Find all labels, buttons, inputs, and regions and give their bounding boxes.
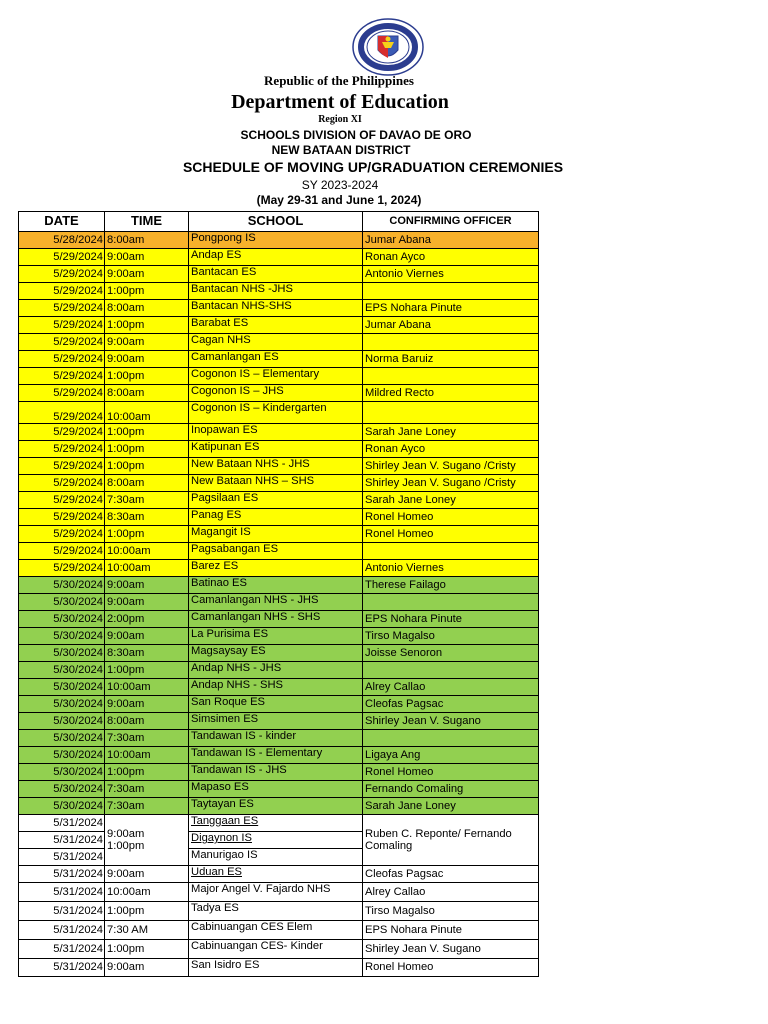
schedule-title: SCHEDULE OF MOVING UP/GRADUATION CEREMONIES [182,159,564,175]
time-cell: 8:30am [105,509,189,526]
school-cell: San Roque ES [189,696,363,713]
time-cell: 7:30am [105,730,189,747]
table-row [19,883,539,902]
table-row [19,662,539,679]
time-cell: 8:00am [105,300,189,317]
date-cell: 5/31/2024 [19,832,105,849]
school-cell: Pagsabangan ES [189,543,363,560]
table-row [19,764,539,781]
deped-seal-logo [351,18,425,76]
table-row [19,747,539,764]
date-cell: 5/29/2024 [19,266,105,283]
date-cell: 5/29/2024 [19,458,105,475]
officer-cell: Joisse Senoron [363,645,539,662]
time-cell: 9:00am [105,594,189,611]
officer-cell: Tirso Magalso [363,902,539,921]
school-cell: Bantacan NHS -JHS [189,283,363,300]
officer-cell: Sarah Jane Loney [363,798,539,815]
school-cell: Andap ES [189,249,363,266]
table-row [19,385,539,402]
school-cell: Andap NHS - JHS [189,662,363,679]
officer-cell: Shirley Jean V. Sugano /Cristy [363,458,539,475]
school-year: SY 2023-2024 [301,178,379,192]
date-cell: 5/30/2024 [19,577,105,594]
officer-cell: Sarah Jane Loney [363,424,539,441]
date-cell: 5/31/2024 [19,883,105,902]
table-row [19,475,539,492]
table-row [19,492,539,509]
table-row [19,526,539,543]
table-row [19,696,539,713]
time-cell: 7:30am [105,781,189,798]
officer-cell: Ronel Homeo [363,764,539,781]
officer-cell: Ruben C. Reponte/ Fernando Comaling [363,815,539,866]
school-cell: La Purisima ES [189,628,363,645]
school-cell: Panag ES [189,509,363,526]
time-cell: 10:00am [105,883,189,902]
date-cell: 5/30/2024 [19,747,105,764]
school-cell: Tandawan IS - Elementary [189,747,363,764]
date-cell: 5/30/2024 [19,645,105,662]
officer-cell: Alrey Callao [363,883,539,902]
school-cell: Taytayan ES [189,798,363,815]
schedule-table [18,211,539,977]
date-cell: 5/31/2024 [19,921,105,940]
table-row [19,424,539,441]
table-row [19,509,539,526]
time-cell: 10:00am [105,679,189,696]
time-cell: 1:00pm [105,424,189,441]
school-cell: Cagan NHS [189,334,363,351]
division-label: SCHOOLS DIVISION OF DAVAO DE ORO [240,128,472,142]
col-header-school: SCHOOL [189,212,363,232]
officer-cell: Ronel Homeo [363,509,539,526]
school-cell: New Bataan NHS - JHS [189,458,363,475]
date-cell: 5/29/2024 [19,492,105,509]
department-title: Department of Education [231,91,449,113]
col-header-time: TIME [105,212,189,232]
officer-cell: Norma Baruiz [363,351,539,368]
date-cell: 5/30/2024 [19,679,105,696]
date-cell: 5/29/2024 [19,441,105,458]
date-cell: 5/30/2024 [19,730,105,747]
officer-cell: Jumar Abana [363,317,539,334]
table-row [19,334,539,351]
region-label: Region XI [318,114,362,125]
time-cell: 2:00pm [105,611,189,628]
table-row [19,594,539,611]
school-cell: Digaynon IS [189,832,363,849]
date-cell: 5/29/2024 [19,509,105,526]
time-cell: 9:00am [105,959,189,977]
table-row [19,815,539,832]
table-row [19,249,539,266]
school-cell: Camanlangan ES [189,351,363,368]
time-cell: 9:00am [105,696,189,713]
table-row [19,798,539,815]
date-cell: 5/29/2024 [19,334,105,351]
col-header-officer: CONFIRMING OFFICER [363,212,539,232]
school-cell: New Bataan NHS – SHS [189,475,363,492]
date-cell: 5/29/2024 [19,475,105,492]
officer-cell: EPS Nohara Pinute [363,921,539,940]
school-cell: Cabinuangan CES- Kinder [189,940,363,959]
table-row [19,781,539,798]
table-row [19,730,539,747]
time-cell: 1:00pm [105,764,189,781]
table-row [19,441,539,458]
time-cell: 1:00pm [105,662,189,679]
school-cell: Simsimen ES [189,713,363,730]
officer-cell: Fernando Comaling [363,781,539,798]
date-cell: 5/29/2024 [19,543,105,560]
time-cell: 8:00am [105,232,189,249]
officer-cell: Ronan Ayco [363,249,539,266]
table-row [19,921,539,940]
school-cell: Tadya ES [189,902,363,921]
time-cell: 8:00am [105,385,189,402]
date-cell: 5/31/2024 [19,902,105,921]
date-cell: 5/29/2024 [19,560,105,577]
date-cell: 5/30/2024 [19,594,105,611]
time-cell: 1:00pm [105,940,189,959]
officer-cell [363,368,539,385]
school-cell: Uduan ES [189,866,363,883]
time-cell: 8:30am [105,645,189,662]
school-cell: Camanlangan NHS - SHS [189,611,363,628]
time-cell: 1:00pm [105,902,189,921]
table-row [19,628,539,645]
table-row [19,902,539,921]
table-row [19,458,539,475]
officer-cell: EPS Nohara Pinute [363,300,539,317]
officer-cell [363,402,539,424]
school-cell: Cogonon IS – Elementary [189,368,363,385]
school-cell: Inopawan ES [189,424,363,441]
time-cell: 1:00pm [105,368,189,385]
school-cell: Manurigao IS [189,849,363,866]
date-cell: 5/29/2024 [19,424,105,441]
officer-cell: Cleofas Pagsac [363,866,539,883]
table-row [19,317,539,334]
school-cell: San Isidro ES [189,959,363,977]
officer-cell: Antonio Viernes [363,560,539,577]
school-cell: Camanlangan NHS - JHS [189,594,363,611]
table-row [19,351,539,368]
date-cell: 5/29/2024 [19,317,105,334]
table-row [19,866,539,883]
time-cell: 7:30am [105,492,189,509]
table-row [19,283,539,300]
officer-cell: Shirley Jean V. Sugano [363,940,539,959]
date-cell: 5/30/2024 [19,713,105,730]
date-cell: 5/29/2024 [19,283,105,300]
school-cell: Andap NHS - SHS [189,679,363,696]
table-row [19,402,539,424]
schedule-body [19,232,539,977]
school-cell: Cogonon IS – Kindergarten [189,402,363,424]
officer-cell: EPS Nohara Pinute [363,611,539,628]
time-cell: 7:30am [105,798,189,815]
officer-cell: Tirso Magalso [363,628,539,645]
time-cell: 9:00am [105,334,189,351]
school-cell: Tandawan IS - JHS [189,764,363,781]
table-row [19,560,539,577]
officer-cell: Mildred Recto [363,385,539,402]
school-cell: Pagsilaan ES [189,492,363,509]
col-header-date: DATE [19,212,105,232]
table-row [19,266,539,283]
table-row [19,940,539,959]
school-cell: Barabat ES [189,317,363,334]
table-row [19,232,539,249]
date-cell: 5/30/2024 [19,798,105,815]
date-cell: 5/31/2024 [19,940,105,959]
school-cell: Pongpong IS [189,232,363,249]
officer-cell [363,662,539,679]
officer-cell: Cleofas Pagsac [363,696,539,713]
school-cell: Batinao ES [189,577,363,594]
school-cell: Bantacan NHS-SHS [189,300,363,317]
date-cell: 5/31/2024 [19,959,105,977]
table-row [19,611,539,628]
table-header-row [19,212,539,232]
time-cell: 9:00am [105,628,189,645]
officer-cell: Jumar Abana [363,232,539,249]
time-cell: 8:00am [105,475,189,492]
school-cell: Magangit IS [189,526,363,543]
district-label: NEW BATAAN DISTRICT [271,143,411,157]
officer-cell: Shirley Jean V. Sugano /Cristy [363,475,539,492]
time-cell: 8:00am [105,713,189,730]
time-cell: 9:00am [105,577,189,594]
officer-cell: Ligaya Ang [363,747,539,764]
school-cell: Tandawan IS - kinder [189,730,363,747]
republic-label: Republic of the Philippines [264,73,414,88]
time-cell: 10:00am [105,560,189,577]
date-cell: 5/29/2024 [19,249,105,266]
time-cell: 1:00pm [105,283,189,300]
date-cell: 5/30/2024 [19,781,105,798]
officer-cell: Ronan Ayco [363,441,539,458]
officer-cell: Ronel Homeo [363,526,539,543]
officer-cell [363,543,539,560]
table-row [19,543,539,560]
table-row [19,577,539,594]
time-cell: 9:00am [105,351,189,368]
time-cell: 10:00am [105,747,189,764]
school-cell: Magsaysay ES [189,645,363,662]
time-cell: 9:00am [105,866,189,883]
date-cell: 5/31/2024 [19,849,105,866]
time-cell: 1:00pm [105,526,189,543]
date-cell: 5/29/2024 [19,526,105,543]
date-cell: 5/29/2024 [19,402,105,424]
table-row [19,300,539,317]
date-cell: 5/29/2024 [19,300,105,317]
time-cell: 9:00am [105,266,189,283]
officer-cell: Antonio Viernes [363,266,539,283]
table-row [19,713,539,730]
date-cell: 5/30/2024 [19,662,105,679]
date-cell: 5/29/2024 [19,385,105,402]
time-cell: 9:00am 1:00pm [105,815,189,866]
school-cell: Bantacan ES [189,266,363,283]
table-row [19,959,539,977]
date-cell: 5/30/2024 [19,611,105,628]
date-cell: 5/29/2024 [19,351,105,368]
date-cell: 5/31/2024 [19,866,105,883]
time-cell: 1:00pm [105,441,189,458]
date-cell: 5/30/2024 [19,628,105,645]
table-row [19,368,539,385]
date-cell: 5/29/2024 [19,368,105,385]
date-range: (May 29-31 and June 1, 2024) [256,193,422,207]
time-cell: 7:30 AM [105,921,189,940]
time-cell: 10:00am [105,402,189,424]
school-cell: Major Angel V. Fajardo NHS [189,883,363,902]
school-cell: Barez ES [189,560,363,577]
officer-cell: Sarah Jane Loney [363,492,539,509]
table-row [19,679,539,696]
officer-cell: Alrey Callao [363,679,539,696]
school-cell: Cogonon IS – JHS [189,385,363,402]
school-cell: Mapaso ES [189,781,363,798]
time-cell: 1:00pm [105,458,189,475]
school-cell: Katipunan ES [189,441,363,458]
officer-cell [363,283,539,300]
school-cell: Tanggaan ES [189,815,363,832]
table-row [19,645,539,662]
time-cell: 1:00pm [105,317,189,334]
officer-cell: Ronel Homeo [363,959,539,977]
officer-cell [363,730,539,747]
date-cell: 5/31/2024 [19,815,105,832]
date-cell: 5/28/2024 [19,232,105,249]
officer-cell: Therese Failago [363,577,539,594]
date-cell: 5/30/2024 [19,764,105,781]
school-cell: Cabinuangan CES Elem [189,921,363,940]
officer-cell: Shirley Jean V. Sugano [363,713,539,730]
time-cell: 9:00am [105,249,189,266]
officer-cell [363,334,539,351]
time-cell: 10:00am [105,543,189,560]
officer-cell [363,594,539,611]
date-cell: 5/30/2024 [19,696,105,713]
